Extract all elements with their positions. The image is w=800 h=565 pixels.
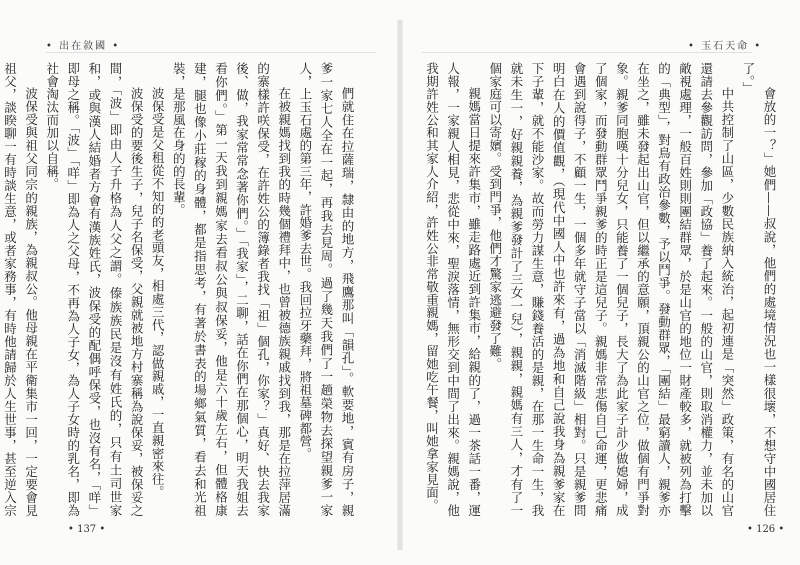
left-body-text: [2, 62, 358, 517]
left-running-header: • 出在敘國 •: [46, 41, 121, 52]
left-paragraph: 波保受與祖父同宗的親族，為親叔公。他母親在平衛集市一回，一定要會見祖父，談睽聊一有時談生意，或者家務事，有時他請歸於人生世事，甚至逆入宗: [2, 62, 39, 517]
right-page-number: • 126 •: [747, 524, 785, 535]
left-page-number: • 137 •: [68, 524, 106, 535]
left-paragraph: 在被親媽找到我的時幾個禮拜中，也曾被德族親戚找到我，那是在拉萍居滿的寨樣許咲保受，在許姓公的簿錄者我找「祖」個孔，你家？」真好、快去我家後、做，我家常常念著你們。」「我家」，二聊，話在你們在那個心，明天我姐去看你們。」第一天我到親媽家去看叔公與叔保妥，他是六十歲左右，但體格康建，腿也像小莊稼的身體，都是指思考，有著於書表的場鄉氣質，看去和光祖裝，是那風在身的的長輩。: [171, 62, 292, 517]
right-page: [402, 0, 800, 565]
right-paragraph: 中共控制了山區，少數民族納入統治，起初連是「突然」政策，有名的山官還請去參觀訪問，參加「政協」養了起來。一般的山官，則取消權力，並未加以敵視處理，一般百姓則則團結群眾，於是山官的地位一財產較多，就被列為打擊的「典型」，對鳥有政治參數，予以鬥爭。發動群眾，「團結」最窮讀人，親爹亦在坐之，雖未發起出山官，但以繼承的意願，頂親公的山官之位，做個有門爭對象。親爹同胞嘆十分兒女，只能養了一個兒子，長大了為此家子計少做媳婦，成了個家，而發動群眾鬥爭親爹的時正是這兒子。親媽非常悲傷自己命運，更悲痛會遇到說得子，不顧一生，一個多年就守子當以「消滅階級」相對。只是親爹問明白在人的價值觀，（現代中國人中也許來有，過為地和自己說我身為親爹家在下子輩，就不能沙家。故而勞力謀生意，賺錢養活的是親，在那一生命一生，我就未生一，好親親養，為親爹發計了三女一兒），親親，親媽有三人，才有了一個家庭可以寄嬪。受到門爭，他們才驚家逃避發了難。: [487, 62, 735, 517]
right-paragraph: 會放的一？」她們——叔說，他們的處境情況也一樣很壞，不想守中國居住了。」: [740, 62, 777, 517]
left-paragraph: 波保受是父租從不知的的老頭友，相處三代，認做親戚，一直親密來往。: [150, 87, 166, 499]
right-body-text: [424, 62, 780, 517]
left-header-rule: [46, 52, 376, 53]
right-running-header: • 玉石天命 •: [688, 41, 763, 52]
right-paragraph: 親媽當日提來許集市，雖走路處近到許集市，給親的了，過一茶話一番，運人報，一家親人相見，悲從中來，聖淚落情，無形交到中間了出來。親媽說，他我期許姓公和其家人介紹，許姓公非常敬重親媽，留她吃午餐，叫她拿家見面。: [424, 62, 482, 517]
left-page: [0, 0, 398, 565]
left-paragraph: 們就住在拉薩瑞，隸由的地方，飛鷹那叫「韻孔」。軟要地，賓有房子，親爹一家七人全在一起，再我去見周。過了幾天我們了一趟榮物去探望親爹一家人，上玉石處的第三年，許婚爹去世。我回拉牙藥拜，將祖墓碑都營。: [297, 62, 355, 517]
left-paragraph: 波保受的要後生子，兒子名保受，父親就被地方村寨稱為說保妥，被保妥之間，「波」即由人子升格為人父之謂。傣族族民是沒有姓氏的，只有土司世家和，或與漢人結婚者方會有漢族姓氏，波保受的配偶呼保受，也沒有名，「咩」即母之稱。「波」「咩」即為人之父母，不再為人子女，為人子女時的乳名，即為社會淘汰而加以自稱。: [44, 62, 145, 517]
right-header-rule: [422, 52, 752, 53]
